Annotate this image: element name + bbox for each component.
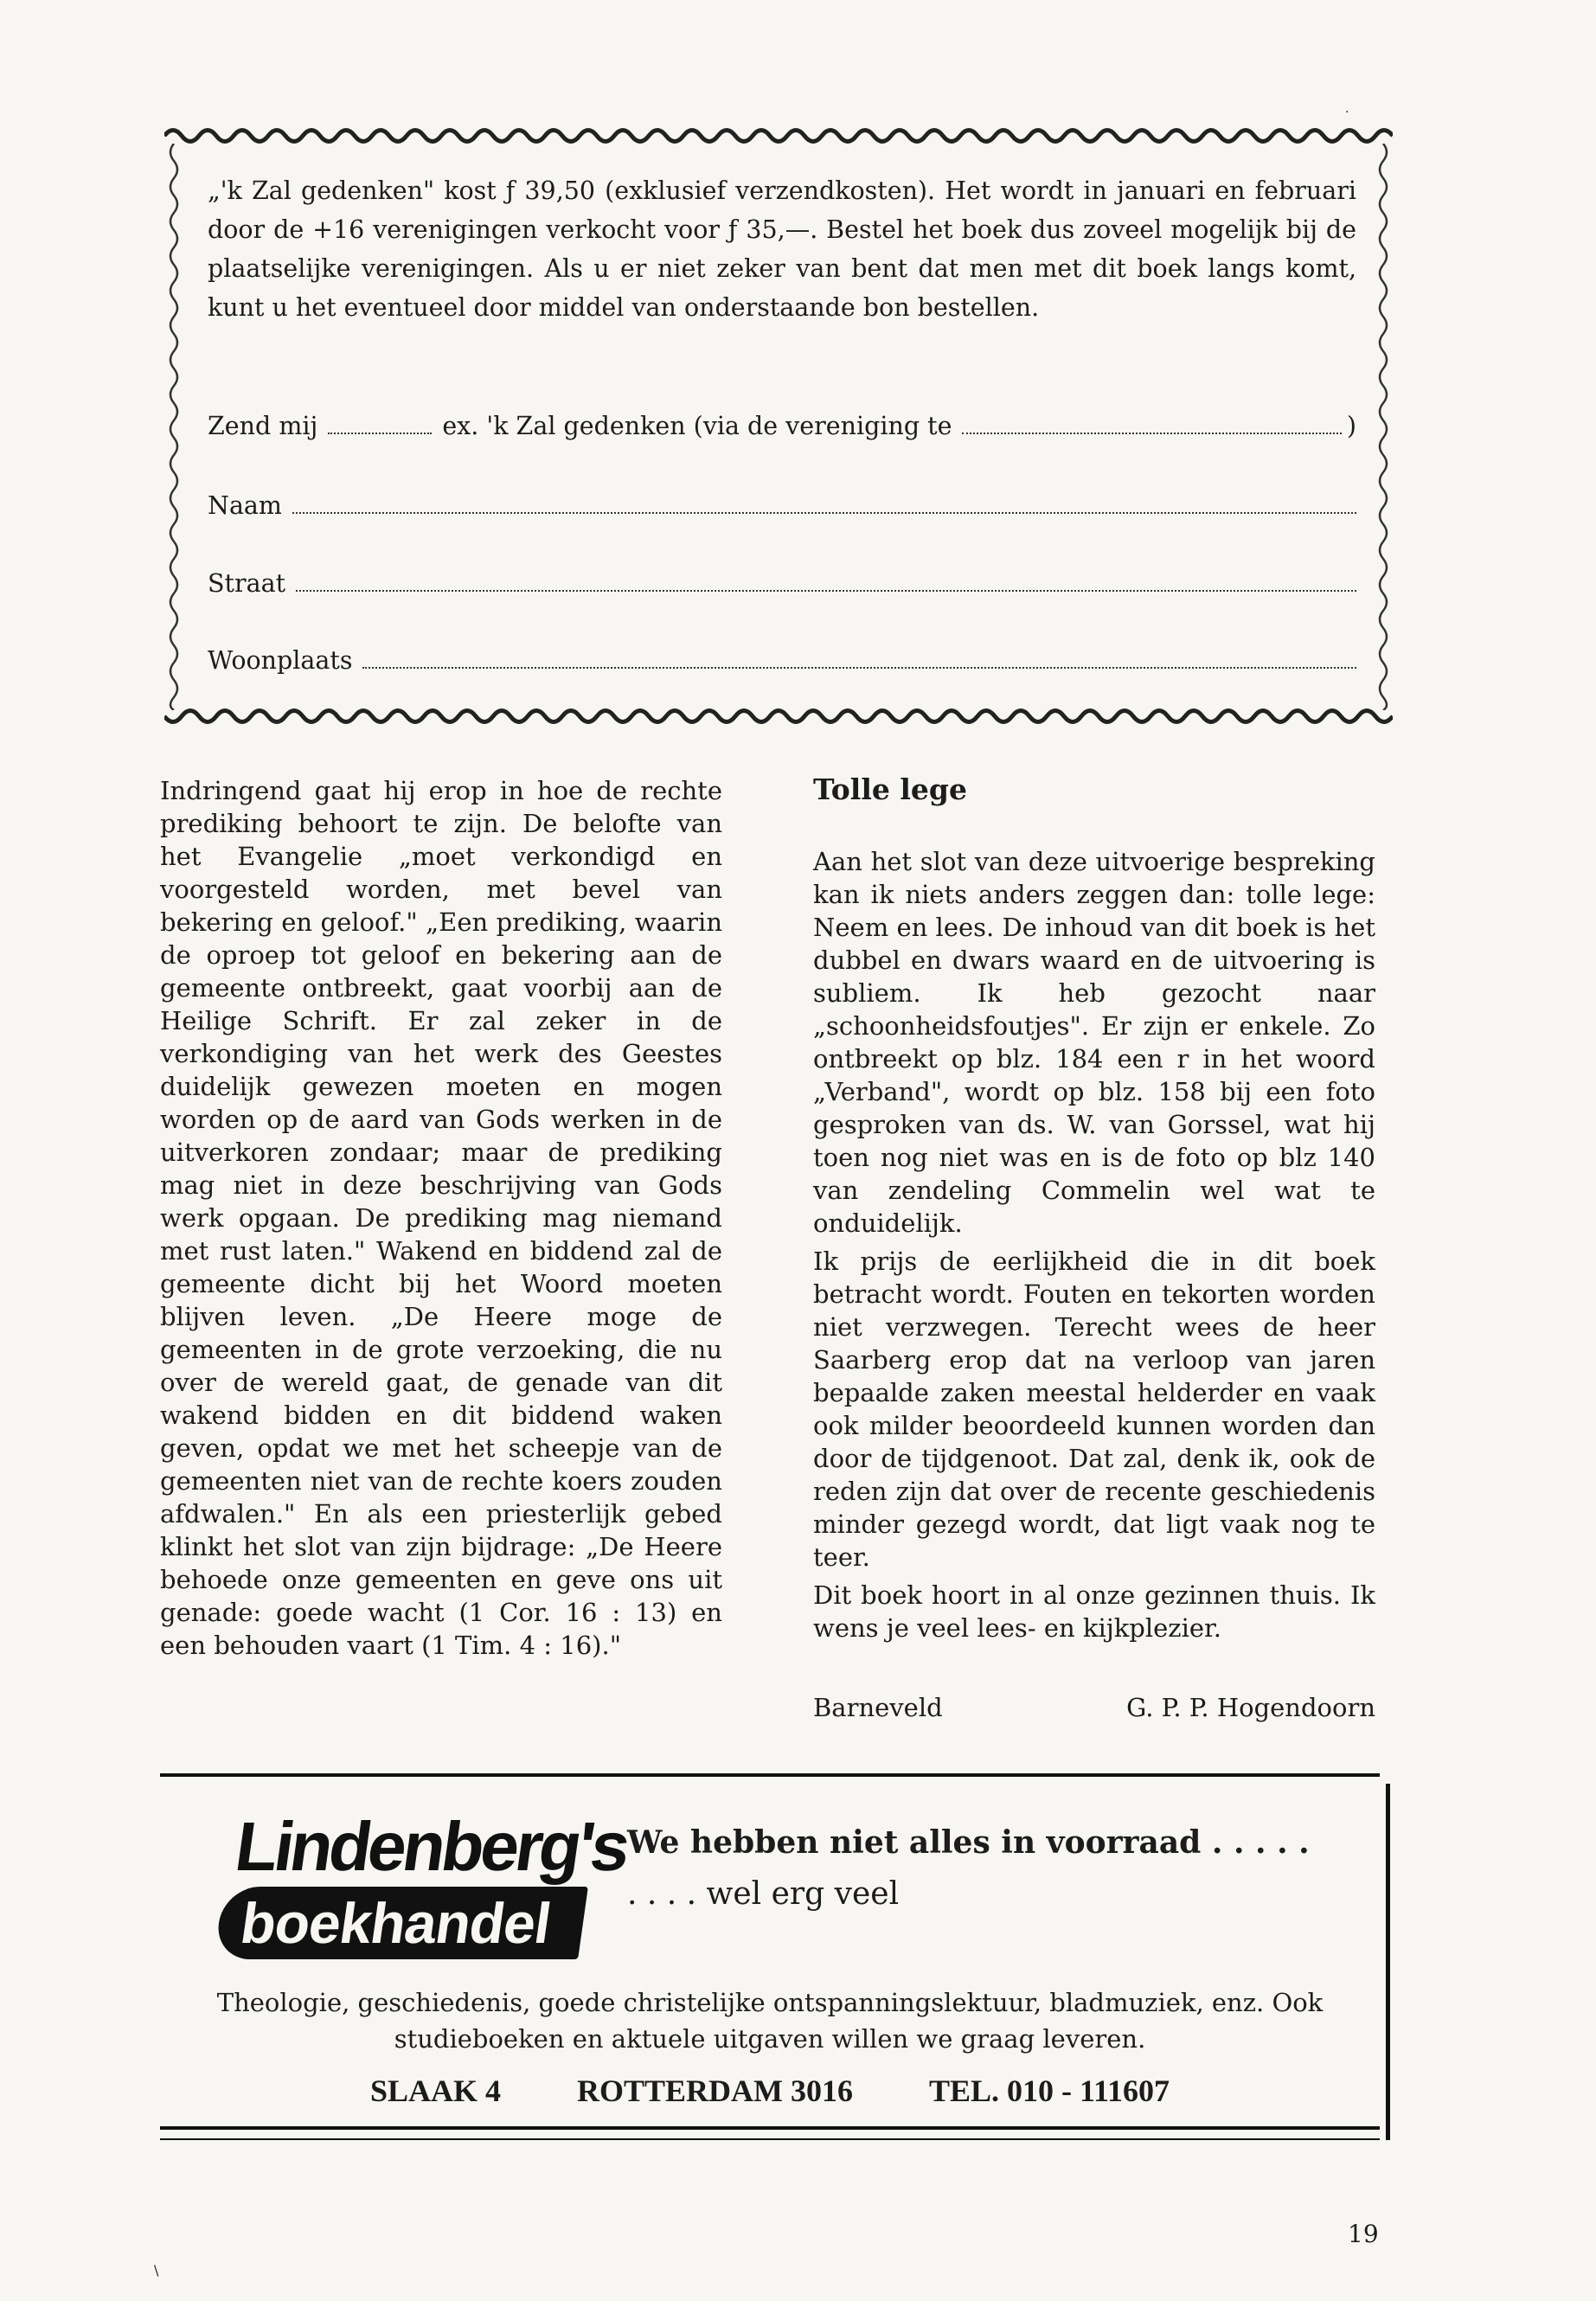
page-number: 19 bbox=[1348, 2220, 1379, 2248]
order-quantity-line bbox=[208, 412, 1356, 446]
bookshop-advertisement bbox=[160, 1773, 1380, 2140]
ad-address: SLAAK 4 bbox=[369, 2073, 501, 2108]
paragraph-1: Aan het slot van deze uitvoerige bespreking kan ik niets anders zeggen dan: tolle lege: Neem en lees. De inhoud van dit boek is het dubbel en dwars waard en de uitvoering is subliem. Ik heb gezocht naar „schoonheidsfoutjes". Er zijn er enkele. Zo ontbreekt op blz. 184 een r in het woord „Verband", wordt op blz. 158 bij een foto gesproken van ds. W. van Gorssel, wat hij toen nog niet was en is de foto op blz 140 van zendeling Commelin wel wat te onduidelijk. bbox=[813, 847, 1375, 1238]
ad-bottom-rule bbox=[160, 2126, 1380, 2140]
stray-dot: . bbox=[1345, 102, 1349, 116]
left-column-text: Indringend gaat hij erop in hoe de rechte prediking behoort te zijn. De belofte van het Evangelie „moet verkondigd en voorgesteld worden, met bevel van bekering en geloof." „Een prediking, waarin de oproep tot geloof en bekering aan de gemeente ontbreekt, gaat voorbij aan de Heilige Schrift. Er zal zeker in de verkondiging van het werk des Geestes duidelijk gewezen moeten en mogen worden op de aard van Gods werken in de uitverkoren zondaar; maar de prediking mag niet in deze beschrijving van Gods werk opgaan. De prediking mag niemand met rust laten." Wakend en biddend zal de gemeente dicht bij het Woord moeten blijven leven. „De Heere moge de gemeenten in de grote verzoeking, die nu over de wereld gaat, de genade van dit wakend bidden en dit biddend waken geven, opdat we met het scheepje van de gemeenten niet van de rechte koers zouden afdwalen." En als een priesterlijk gebed klinkt het slot van zijn bijdrage: „De Heere behoede onze gemeenten en geve ons uit genade: goede wacht (1 Cor. 16 : 13) en een behouden vaart (1 Tim. 4 : 16)." bbox=[160, 776, 722, 1660]
signature-author: G. P. P. Hogendoorn bbox=[1126, 1693, 1375, 1722]
send-label: Zend mij bbox=[208, 412, 318, 440]
city-label: Woonplaats bbox=[208, 646, 353, 675]
signature-place: Barneveld bbox=[813, 1693, 943, 1722]
city-field[interactable] bbox=[362, 666, 1356, 669]
slogan-line-2: . . . . wel erg veel bbox=[627, 1876, 900, 1912]
send-middle-text: ex. 'k Zal gedenken (via de vereniging te bbox=[442, 412, 952, 440]
ad-description: Theologie, geschiedenis, goede christelijke ontspanningslektuur, bladmuziek, enz. Ook studieboeken en aktuele uitgaven willen we graag leveren. bbox=[216, 1988, 1324, 2054]
ad-right-rule bbox=[1386, 1784, 1390, 2140]
send-end-text: ) bbox=[1346, 412, 1356, 440]
ad-city: ROTTERDAM 3016 bbox=[576, 2073, 853, 2108]
ornamental-border-right bbox=[1374, 144, 1393, 710]
paragraph-3: Dit boek hoort in al onze gezinnen thuis. Ik wens je veel lees- en kijkplezier. bbox=[813, 1580, 1375, 1643]
bookshop-logo bbox=[219, 1807, 632, 1976]
slogan-line-1: We hebben niet alles in voorraad . . . . . bbox=[627, 1824, 1310, 1861]
street-field[interactable] bbox=[296, 589, 1356, 592]
order-form bbox=[164, 121, 1393, 731]
ornamental-border-top bbox=[164, 121, 1393, 151]
stray-mark: \ bbox=[154, 2262, 159, 2279]
logo-name: Lindenberg's bbox=[230, 1808, 632, 1885]
logo-subtitle: boekhandel bbox=[214, 1887, 588, 1959]
association-field[interactable] bbox=[962, 432, 1341, 434]
order-form-intro: „'k Zal gedenken" kost ƒ 39,50 (exklusief verzendkosten). Het wordt in januari en februari door de +16 verenigingen verkocht voor ƒ 35,—. Bestel het boek dus zoveel mogelijk bij de plaatselijke verenigingen. Als u er niet zeker van bent dat men met dit boek langs komt, kunt u het eventueel door middel van onderstaande bon bestellen. bbox=[208, 176, 1356, 322]
name-field[interactable] bbox=[292, 511, 1356, 514]
city-line bbox=[208, 646, 1356, 681]
ad-contact-line bbox=[160, 2073, 1380, 2109]
paragraph-2: Ik prijs de eerlijkheid die in dit boek betracht wordt. Fouten en tekorten worden niet verzwegen. Terecht wees de heer Saarberg erop dat na verloop van jaren bepaalde zaken meestal helderder en vaak ook milder beoordeeld kunnen worden dan door de tijdgenoot. Dat zal, denk ik, ook de reden zijn dat over de recente geschiedenis minder gezegd wordt, dat ligt vaak nog te teer. bbox=[813, 1247, 1375, 1572]
left-column bbox=[160, 774, 722, 1662]
street-line bbox=[208, 569, 1356, 604]
name-line bbox=[208, 491, 1356, 526]
right-column bbox=[813, 772, 1375, 1650]
ornamental-border-left bbox=[164, 144, 183, 710]
quantity-field[interactable] bbox=[328, 432, 432, 434]
section-title: Tolle lege bbox=[813, 772, 967, 806]
street-label: Straat bbox=[208, 569, 286, 598]
name-label: Naam bbox=[208, 491, 282, 520]
ad-phone: TEL. 010 - 111607 bbox=[928, 2073, 1170, 2108]
ornamental-border-bottom bbox=[164, 702, 1393, 731]
signature-line bbox=[813, 1693, 1375, 1722]
